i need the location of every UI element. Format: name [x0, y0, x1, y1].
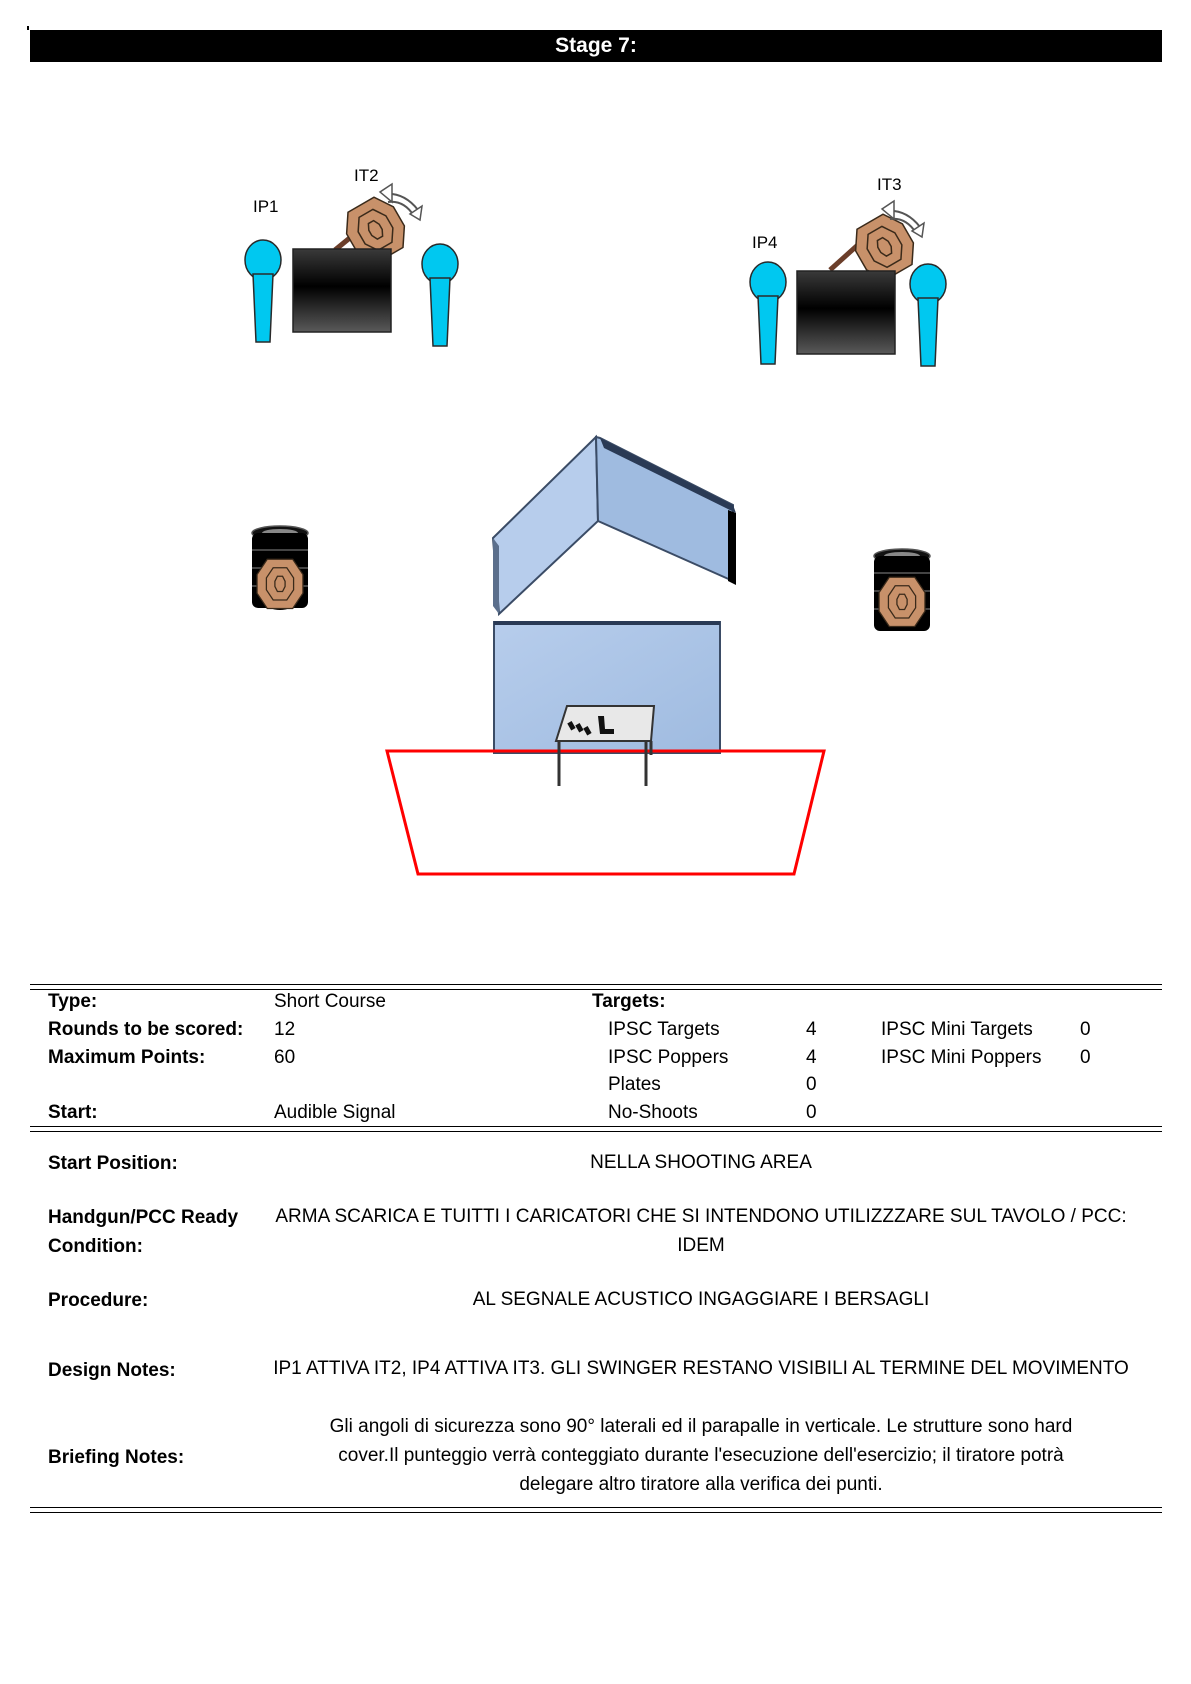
targets-label: Targets:: [592, 991, 666, 1012]
target-name: IPSC Poppers: [608, 1047, 729, 1068]
start-position-value: NELLA SHOOTING AREA: [590, 1152, 812, 1173]
rounds-value: 12: [274, 1019, 296, 1040]
popper-right-of-barrel: [422, 244, 458, 346]
ipsc-target-left: [257, 559, 303, 608]
mini-target-name: IPSC Mini Targets: [881, 1019, 1033, 1040]
target-count: 4: [806, 1019, 817, 1040]
popper-ip1-left: [245, 240, 281, 342]
target-name: Plates: [608, 1074, 661, 1095]
type-value: Short Course: [274, 991, 386, 1012]
left-swinger-group: [245, 166, 458, 346]
points-value: 60: [274, 1047, 296, 1068]
procedure-value: AL SEGNALE ACUSTICO INGAGGIARE I BERSAGLI: [472, 1289, 930, 1310]
target-name: No-Shoots: [608, 1102, 698, 1123]
label-it3: IT3: [877, 175, 902, 194]
rounds-label: Rounds to be scored:: [48, 1019, 244, 1040]
barrel-right: [797, 271, 895, 354]
design-notes-label: Design Notes:: [48, 1360, 176, 1381]
label-it2: IT2: [354, 166, 379, 185]
start-value: Audible Signal: [274, 1102, 396, 1123]
angled-walls: [493, 437, 736, 614]
mini-target-count: 0: [1080, 1019, 1091, 1040]
left-barrel-target: [252, 526, 308, 610]
target-count: 0: [806, 1102, 817, 1123]
points-label: Maximum Points:: [48, 1047, 206, 1068]
mini-target-count: 0: [1080, 1047, 1091, 1068]
barrel-left: [293, 249, 391, 332]
start-position-label: Start Position:: [48, 1153, 178, 1174]
target-count: 4: [806, 1047, 817, 1068]
briefing-notes-line-3: delegare altro tiratore alla verifica dei punti.: [519, 1474, 883, 1495]
ipsc-target-right: [879, 577, 925, 626]
target-name: IPSC Targets: [608, 1019, 720, 1040]
right-barrel-target: [874, 549, 930, 631]
design-notes-value: IP1 ATTIVA IT2, IP4 ATTIVA IT3. GLI SWINGER RESTANO VISIBILI AL TERMINE DEL MOVIMENTO: [273, 1358, 1129, 1379]
right-swinger-group: [750, 175, 946, 366]
table-mid-rule: [30, 1126, 1162, 1132]
shooting-area-fault-line: [387, 751, 824, 874]
ready-condition-value-2: IDEM: [677, 1235, 725, 1256]
ready-condition-label-1: Handgun/PCC Ready: [48, 1207, 239, 1228]
briefing-notes-line-1: Gli angoli di sicurezza sono 90° laterali ed il parapalle in verticale. Le strutture sono hard: [329, 1416, 1073, 1437]
ready-condition-label-2: Condition:: [48, 1236, 143, 1257]
ready-condition-value-1: ARMA SCARICA E TUITTI I CARICATORI CHE SI INTENDONO UTILIZZZARE SUL TAVOLO / PCC:: [275, 1206, 1127, 1227]
type-label: Type:: [48, 991, 98, 1012]
briefing-notes-line-2: cover.Il punteggio verrà conteggiato durante l'esecuzione dell'esercizio; il tiratore potrà: [338, 1445, 1064, 1466]
start-label: Start:: [48, 1102, 98, 1123]
popper-ip4: [750, 262, 786, 364]
briefing-notes-label: Briefing Notes:: [48, 1447, 185, 1468]
mini-target-name: IPSC Mini Poppers: [881, 1047, 1042, 1068]
target-count: 0: [806, 1074, 817, 1095]
label-ip1: IP1: [253, 197, 279, 216]
label-ip4: IP4: [752, 233, 778, 252]
popper-right-of-barrel-2: [910, 264, 946, 366]
table-bottom-rule: [30, 1507, 1162, 1513]
procedure-label: Procedure:: [48, 1290, 149, 1311]
stage-title: Stage 7:: [555, 34, 637, 57]
